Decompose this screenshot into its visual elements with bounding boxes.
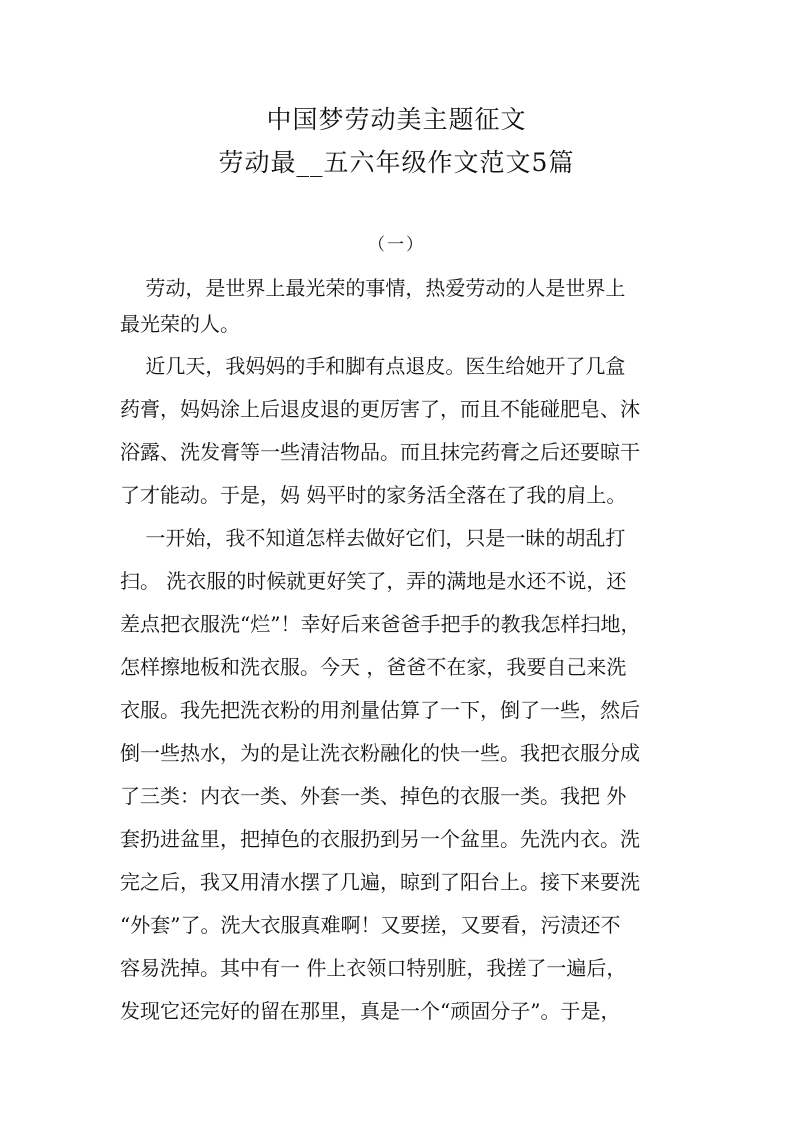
body-text-line: 最光荣的人。 (120, 312, 240, 336)
body-text-line: 容易洗掉。其中有一 件上衣领口特别脏，我搓了一遍后， (120, 956, 627, 980)
body-text-line: 扫。 洗衣服的时候就更好笑了，弄的满地是水还不说，还 (120, 569, 627, 593)
body-text-line: 浴露、洗发膏等一些清洁物品。而且抹完药膏之后还要晾干 (120, 440, 640, 464)
body-text-line: 了才能动。于是，妈 妈平时的家务活全落在了我的肩上。 (120, 483, 627, 507)
document-title-main: 中国梦劳动美主题征文 (266, 105, 527, 134)
body-text-line: 发现它还完好的留在那里，真是一个“顽固分子”。于是， (120, 999, 621, 1023)
document-title-sub: 劳动最__五六年级作文范文5篇 (218, 148, 575, 177)
body-text-line: 劳动，是世界上最光荣的事情，热爱劳动的人是世界上 (120, 276, 626, 300)
body-text-line: 衣服。我先把洗衣粉的用剂量估算了一下，倒了一些，然后 (120, 698, 640, 722)
body-text-line: “外套”了。洗大衣服真难啊！又要搓，又要看，污渍还不 (120, 913, 621, 937)
body-text-line: 套扔进盆里，把掉色的衣服扔到另一个盆里。先洗内衣。洗 (120, 827, 640, 851)
body-text-line: 完之后，我又用清水摆了几遍，晾到了阳台上。接下来要洗 (120, 870, 640, 894)
body-text-line: 一开始，我不知道怎样去做好它们，只是一昧的胡乱打 (120, 526, 626, 550)
body-text-line: 近几天，我妈妈的手和脚有点退皮。医生给她开了几盒 (120, 354, 626, 378)
body-text-line: 药膏，妈妈涂上后退皮退的更厉害了，而且不能碰肥皂、沐 (120, 397, 640, 421)
body-text-line: 了三类：内衣一类、外套一类、掉色的衣服一类。我把 外 (120, 784, 627, 808)
body-text-line: 怎样擦地板和洗衣服。今天 ，爸爸不在家，我要自己来洗 (120, 655, 627, 679)
body-text-line: 差点把衣服洗“烂”！幸好后来爸爸手把手的教我怎样扫地， (120, 612, 641, 636)
section-marker: （一） (368, 235, 425, 255)
body-text-line: 倒一些热水，为的是让洗衣粉融化的快一些。我把衣服分成 (120, 741, 640, 765)
